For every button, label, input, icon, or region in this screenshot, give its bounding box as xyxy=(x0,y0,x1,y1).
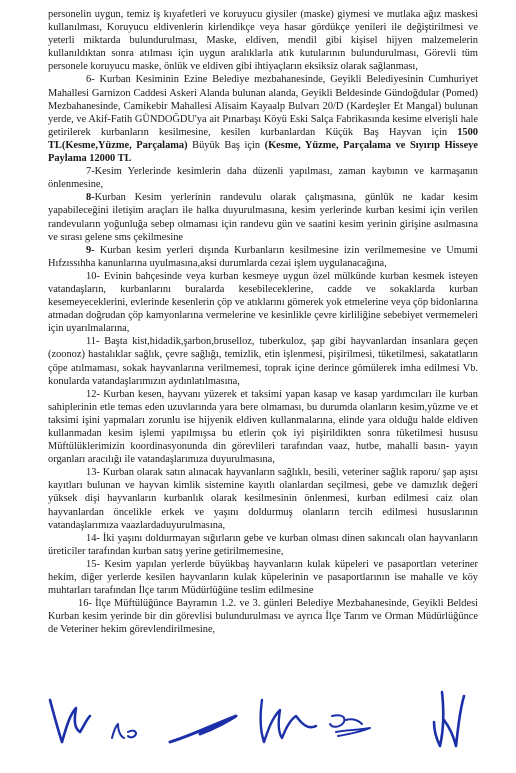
large-livestock-price: (Kesme, Yüzme, Parçalama ve Sıyırıp Hisseye Paylama 12000 TL xyxy=(48,139,478,165)
paragraph-item-16: 16- İlçe Müftülüğünce Bayramın 1.2. ve 3. günleri Belediye Mezbahanesinde, Geyikli Beldesi Kurban kesim yerinde bir din görevlisi bulundurulması ve ayrıca İlçe Tarım ve Orman Müdürlüğünce de Veteriner hekim görevlendirilmesine, xyxy=(48,598,478,636)
signature-row xyxy=(40,680,500,760)
document-body xyxy=(48,8,478,637)
paragraph-item-14: 14- İki yaşını doldurmayan sığırların gebe ve kurban olması dinen sakıncalı olan hayvanların üreticiler tarafından kurban satış yerine getirilmemesine, xyxy=(48,532,478,557)
item-8-number: 8- xyxy=(86,192,95,204)
paragraph-hygiene-continuation: personelin uygun, temiz iş kıyafetleri ve koruyucu giysiler (maske) giymesi ve mutlaka ağız maskesi kullanılması, Koruyucu eldivenlerin kirlendikçe veya hasar gördükçe yenileri ile değiştirilmesi ve yeterli miktarda bulundurulması, Maske, eldiven, mendil gibi kişisel hijyen malzemelerin kullanıldıktan sonra atılması için uygun aralıklarla atık kutularının bulundurulması, Görevli tüm personele koruyucu maske, önlük ve eldiven gibi ihtiyaçların eksiksiz olarak sağlanması, xyxy=(48,9,478,73)
paragraph-item-12: 12- Kurban kesen, hayvanı yüzerek et taksimi yapan kasap ve kasap yardımcıları ile kurban sahiplerinin etle temas eden uzuvlarında yara bere olmaması, bu durumda olanların kesim,yüzme ve et taksimi işini yapmaları zorunlu ise hijyenik eldiven kullanmalarına, elinde yara olduğu halde eldiven kullanmadan kesim işlemi yapılmışsa bu etlerin çok iyi pişirildikten sonra tüketilmesi hususu Müftülüklerimizin koordinasyonunda din görevlileri tarafından vaaz, hutbe, mahalli basın- yayın organları aracılığı ile vatandaşlarımıza duyurulmasına, xyxy=(48,388,478,466)
paragraph-item-15: 15- Kesim yapılan yerlerde büyükbaş hayvanların kulak küpeleri ve pasaportları veteriner hekim, diğer yerlerde kesilen hayvanların kulak küpelerinin ve pasaportlarının ise mahalle ve köy muhtarları tarafından İlçe tarım Müdürlüğüne teslim edilmesine xyxy=(48,558,478,597)
signature-2 xyxy=(112,724,136,738)
paragraph-item-9 xyxy=(48,244,478,270)
paragraph-item-10: 10- Evinin bahçesinde veya kurban kesmeye uygun özel mülkünde kurban kesmek isteyen vatandaşların, kurbanlarını buralarda kesebileceklerine, cadde ve sokaklarda kurban kesemeyeceklerini, evlerinde kesenlerin çöp ve atıklarını gömerek yok etmelerine veya çöp bidonlarına atmadan doğrudan çöp kamyonlarına vermelerine ve kesinlikle çevre kirliliğine sebebiyet vermemeleri için uyarılmalarına, xyxy=(48,270,478,335)
item-9-text: Kurban kesim yerleri dışında Kurbanların kesilmesine izin verilmemesine ve Umumi Hıfzıssıhha kanunlarına uyulmasına,aksi durumlarda cezai işlem uygulanacağına, xyxy=(48,244,478,269)
paragraph-item-6 xyxy=(48,73,478,165)
item-6-text: 6- Kurban Kesiminin Ezine Belediye mezbahanesinde, Geyikli Belediyesinin Cumhuriyet Mahallesi Garnizon Caddesi Askeri Alanda bulunan alanda, Geyikli Beldesinde Gündoğdular (Pomed) Mezbahanesinde, Camikebir Mahallesi Alisaim Kayaalp Bulvarı 20/D (Kardeşler Et Mangal) bulunan yerde, ve Akif-Fatih GÜNDOĞDU'ya ait Pınarbaşı Köyü Eski Salça Fabrikasında kesime elverişli hale getirilerek kurbanların kesilmesine, kesilen kurbanlardan Küçük Baş Hayvan için xyxy=(48,74,478,138)
signatures xyxy=(40,680,500,760)
paragraph-item-13: 13- Kurban olarak satın alınacak hayvanların sağlıklı, besili, veteriner sağlık raporu/ şap aşısı kayıtları bulunan ve hayvan kimlik sistemine kayıtlı olanlardan seçilmesi, gebe ve damızlık değeri yüksek dişi hayvanların kurbanlık olarak kesilmesinin önlenmesi, kurban edilmesi caiz olan hayvanlardan öncelikle erkek ve yaşını doldurmuş olanların tercih edilmesi hususlarının vatandaşlarımıza vaazlardaduyurulmasına, xyxy=(48,467,478,531)
signature-6 xyxy=(434,692,464,746)
paragraph-item-11: 11- Başta kist,hidadik,şarbon,bruselloz, tuberkuloz, şap gibi hayvanlardan insanlara geçen (zoonoz) hastalıklar sağlık, çevre sağlığı, temizlik, etin işlenmesi, pişirilmesi, tüketilmesi, sakatatların çöpe atılmaması, sokak hayvanlarına verilmemesi, toprak içine derince gömülerek imha edilmesi Vb. konularda vatandaşlarımızın aydınlatılmasına, xyxy=(48,336,478,387)
signature-5 xyxy=(330,715,370,736)
item-6-text-2: Büyük Baş için xyxy=(187,139,265,151)
item-9-number: 9- xyxy=(86,244,95,256)
signature-3 xyxy=(170,716,236,742)
paragraph-item-7: 7-Kesim Yerlerinde kesimlerin daha düzenli yapılması, zaman kaybının ve karmaşanın önlenmesine, xyxy=(48,166,478,191)
signature-4 xyxy=(261,700,316,742)
small-livestock-price: 1500 TL(Kesme,Yüzme, Parçalama) xyxy=(48,126,478,151)
signature-1 xyxy=(50,700,90,742)
item-8-text: Kurban Kesim yerlerinin randevulu olarak çalışmasına, günlük ne kadar kesim yapabileceğini iletişim araçları ile halka duyurulmasına, kesim yerlerinde kurban kesimi için verilen randevuların yoğunluğa sebep olmaması için randevu gün ve saatini kesim yerinin girişine asılmasına ve sırası gelene sms çekilmesine xyxy=(48,192,478,243)
paragraph-item-8 xyxy=(48,191,478,243)
